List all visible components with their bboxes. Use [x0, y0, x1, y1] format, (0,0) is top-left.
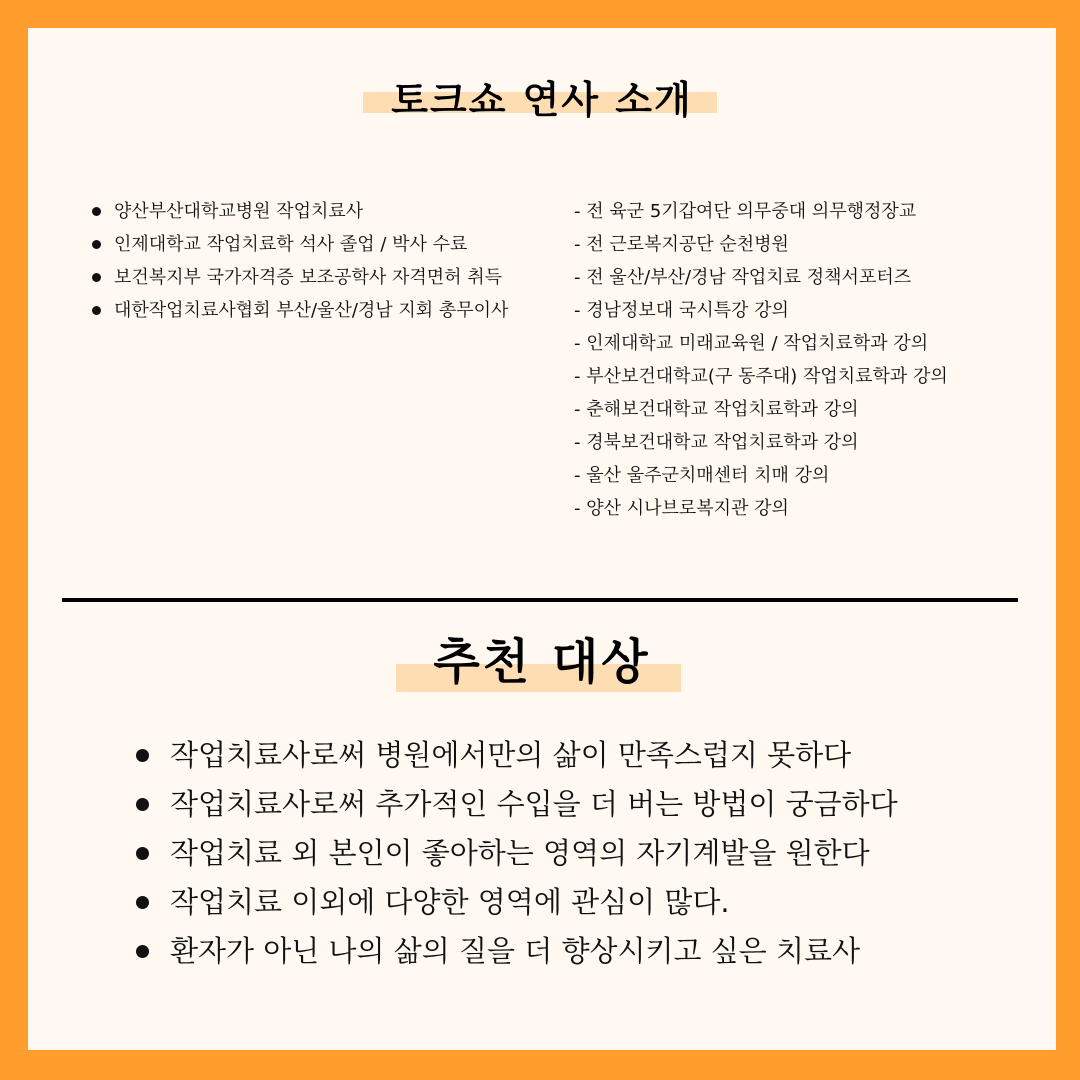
career-item: - 경북보건대학교 작업치료학과 강의	[574, 432, 859, 453]
career-item: - 울산 울주군치매센터 치매 강의	[574, 465, 830, 486]
credential-item: 양산부산대학교병원 작업치료사	[90, 195, 508, 228]
credential-item: 인제대학교 작업치료학 석사 졸업 / 박사 수료	[90, 228, 508, 261]
target-item: 작업치료 외 본인이 좋아하는 영역의 자기계발을 원한다	[134, 829, 898, 878]
career-item: - 양산 시나브로복지관 강의	[574, 498, 789, 519]
speaker-section-title: 토크쇼 연사 소개	[391, 78, 693, 122]
target-item: 작업치료사로써 추가적인 수입을 더 버는 방법이 궁금하다	[134, 780, 898, 829]
section-divider	[62, 598, 1018, 602]
career-item: - 전 근로복지공단 순천병원	[574, 234, 789, 255]
career-item: - 부산보건대학교(구 동주대) 작업치료학과 강의	[574, 366, 948, 387]
speaker-credentials-list	[90, 195, 508, 327]
target-section-title: 추천 대상	[433, 634, 651, 690]
career-item: - 전 울산/부산/경남 작업치료 정책서포터즈	[574, 267, 912, 288]
credential-item: 보건복지부 국가자격증 보조공학사 자격면허 취득	[90, 261, 508, 294]
career-item: - 인제대학교 미래교육원 / 작업치료학과 강의	[574, 333, 929, 354]
target-item: 작업치료 이외에 다양한 영역에 관심이 많다.	[134, 878, 898, 927]
career-item: - 춘해보건대학교 작업치료학과 강의	[574, 399, 859, 420]
content-card	[28, 28, 1056, 1050]
credential-item: 대한작업치료사협회 부산/울산/경남 지회 총무이사	[90, 294, 508, 327]
target-audience-list	[134, 731, 898, 976]
career-item: - 전 육군 5기갑여단 의무중대 의무행정장교	[574, 201, 917, 222]
target-item: 작업치료사로써 병원에서만의 삶이 만족스럽지 못하다	[134, 731, 898, 780]
speaker-career-list	[574, 195, 948, 525]
career-item: - 경남정보대 국시특강 강의	[574, 300, 789, 321]
target-item: 환자가 아닌 나의 삶의 질을 더 향상시키고 싶은 치료사	[134, 927, 898, 976]
